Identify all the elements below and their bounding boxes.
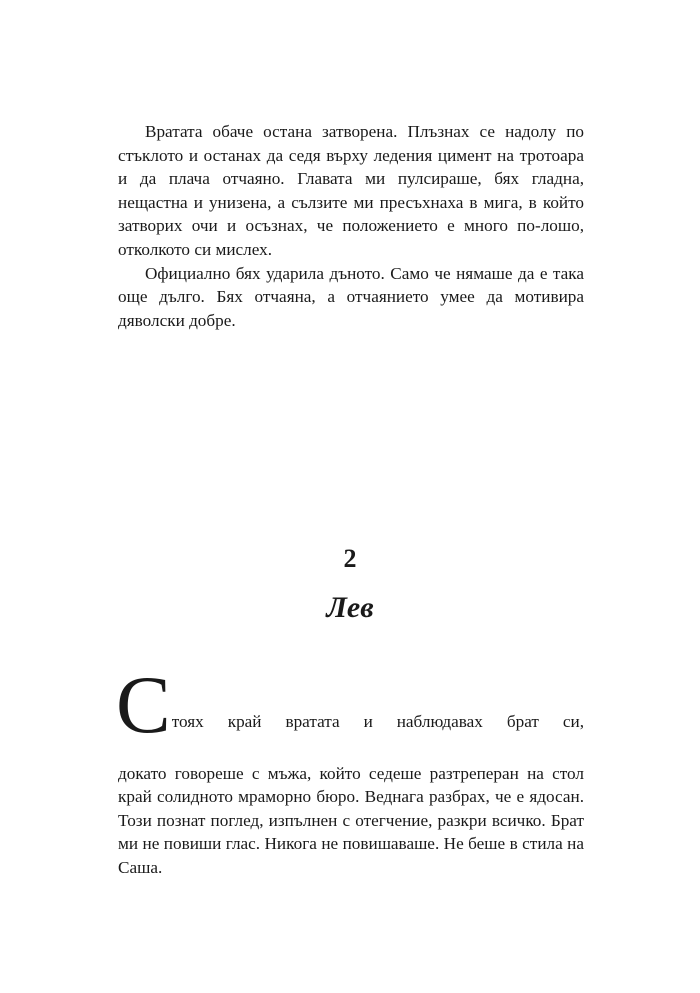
chapter-opening <box>116 659 584 880</box>
spacer <box>118 734 584 762</box>
drop-cap-letter: С <box>116 659 171 750</box>
paragraph: Официално бях ударила дъното. Само че нямаше да е така още дълго. Бях отчаяна, а отчаянието умее да мотивира дяволски добре. <box>118 263 584 330</box>
first-line-text: тоях край вратата и наблюдавах брат си, <box>171 712 584 731</box>
paragraph: Вратата обаче остана затворена. Плъзнах се надолу по стъклото и останах да седя върху ледения цимент на тротоара и да плача отчаяно. Главата ми пулсираше, бях гладна, нещастна и унизена, а сълзите ми пресъхнаха в мига, в който затворих очи и осъзнах, че положението е много по-лошо, отколкото си мислех. <box>118 122 584 259</box>
chapter-number: 2 <box>343 544 357 573</box>
previous-chapter-ending <box>118 120 584 332</box>
chapter-title: Лев <box>326 591 374 624</box>
paragraph: докато говореше с мъжа, който седеше разтреперан на стол край солидното мраморно бюро. Веднага разбрах, че е ядосан. Този познат поглед, изпълнен с отегчение, разкри всичко. Брат ми не повиши глас. Никога не повишаваше. Не беше в стила на Саша. <box>118 763 584 877</box>
